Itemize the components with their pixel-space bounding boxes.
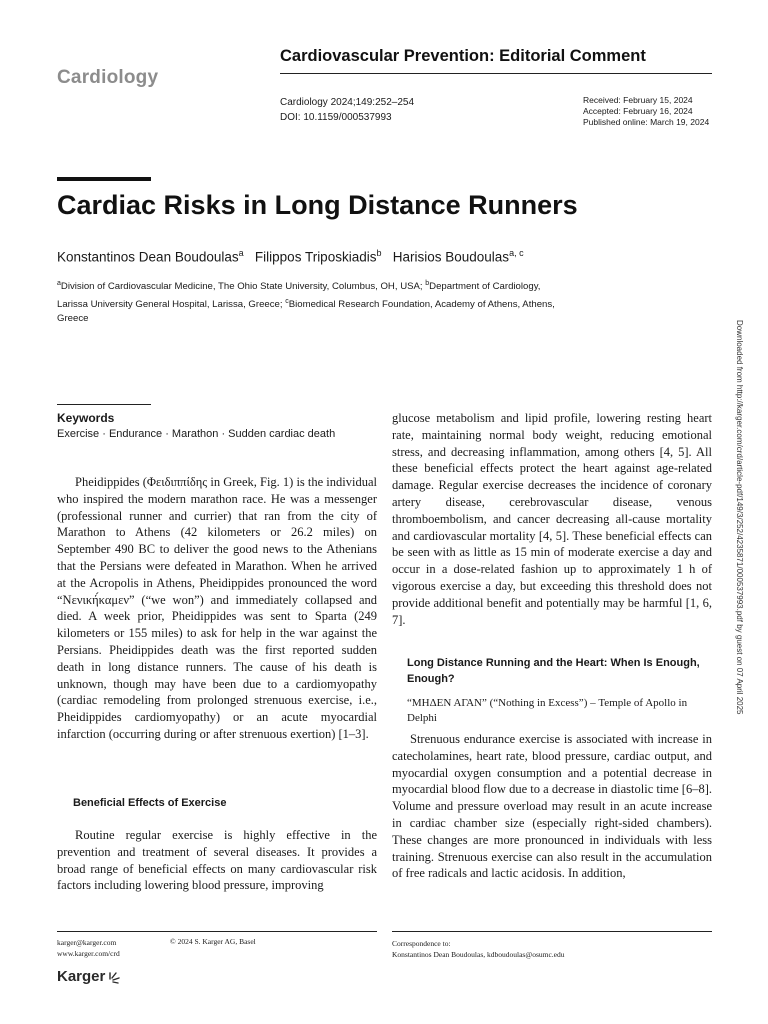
correspondence-label: Correspondence to: [392,939,451,948]
keywords-rule [57,404,151,405]
section-heading: Long Distance Running and the Heart: When Is Enough, Enough? [407,657,700,685]
article-title: Cardiac Risks in Long Distance Runners [57,190,578,220]
affiliation-text: Division of Cardiovascular Medicine, The Ohio State University, Columbus, OH, USA; [60,281,426,293]
author-name[interactable]: Harisios Boudoulas [392,249,510,265]
section-label: Cardiovascular Prevention: Editorial Comment [280,47,646,65]
publisher-website[interactable]: www.karger.com/crd [57,949,120,958]
footer-rule [57,931,377,932]
keywords-list: Exercise · Endurance · Marathon · Sudden cardiac death [57,428,336,440]
affiliation-text: Biomedical Research Foundation, Academy of Athens, Athens, Greece [57,298,555,325]
received-date: Received: February 15, 2024 [583,95,693,105]
author-affiliation-mark: b [376,248,382,258]
header-rule [280,73,712,74]
affiliations [57,277,557,327]
keywords-heading: Keywords [57,411,115,425]
section-heading: Beneficial Effects of Exercise [73,797,227,809]
title-rule [57,177,151,181]
karger-logo [57,968,121,985]
published-date: Published online: March 19, 2024 [583,117,710,127]
body-paragraph [392,410,712,628]
citation-line: Cardiology 2024;149:252–254 [280,97,414,108]
correspondence-text[interactable]: Konstantinos Dean Boudoulas, kdboudoulas@osumc.edu [392,949,565,959]
intro-paragraph: Pheidippides (Φειδιππίδης in Greek, Fig. 1) is the individual who inspired the modern marathon race. He was a messenger (professional runner and currier) that ran from the city of Marathon to Athens (42 kilometers or 26.2 miles) on September 490 BC to deliver the good news to the Athenians that the Persians were defeated in Marathon. When he arrived at the Acropolis in Athens, Pheidippides pronounced the word “Νενική́καμεν” (“we won”) and immediately collapsed and died. A week prior, Pheidippides was sent to Sparta (249 kilometers or 155 miles) to ask for help in the war against the Persians. Pheidippides death was the first reported sudden death in long distance runners. The cause of his death is unknown, though may have been due to a cardiomyopathy (cardiac remodeling from prolonged strenuous exercise, i.e., Pheidippides cardiomyopathy) or an acute myocardial infarction (occurring during or after strenuous exertion) [1–3]. [57,475,378,741]
publisher-email[interactable]: karger@karger.com [57,938,117,947]
correspondence [392,939,565,960]
section1-paragraph: Routine regular exercise is highly effective in the prevention and treatment of several diseases. It provides a broad range of beneficial effects on many cardiovascular risk factors including lowering blood pressure, improving [57,828,377,893]
epigraph-quote: “ΜΗΔΕΝ ΑΓΑΝ” (“Nothing in Excess”) – Temple of Apollo in Delphi [407,697,688,724]
doi-line[interactable]: DOI: 10.1159/000537993 [280,112,392,123]
accepted-date: Accepted: February 16, 2024 [583,106,693,116]
dates-block [583,95,709,128]
body-paragraph [57,474,377,743]
author-name[interactable]: Konstantinos Dean Boudoulas [57,249,239,265]
karger-burst-icon [107,970,121,984]
author-affiliation-mark: a [238,248,244,258]
affiliation-mark: b [425,280,430,287]
body-paragraph [392,731,712,882]
footer-rule [392,931,712,932]
body-paragraph [57,827,377,894]
section1-continued: glucose metabolism and lipid profile, lowering resting heart rate, maintaining normal body weight, reducing emotional stress, and decreasing inflammation, among others [4, 5]. All these beneficial effects protect the heart against age-related damage. Regular exercise decreases the incidence of coronary artery disease, cerebrovascular disease, venous thromboembolism, and cancer decreasing all-cause mortality and cardiovascular mortality [4, 5]. These beneficial effects can be seen with as little as 15 min of moderate exercise a day and occur in a dose-related fashion up to approximately 1 h of vigorous exercise a day, but exceeding this threshold does not provide additional benefit and potentially may be harmful [1, 6, 7]. [392,411,712,627]
download-note: Downloaded from http://karger.com/crd/article-pdf/149/3/252/4235871/000537993.pdf by guest on 07 April 2025 [735,320,744,715]
citation-block [280,95,414,125]
journal-brand: Cardiology [57,67,159,88]
section2-paragraph: Strenuous endurance exercise is associated with increase in catecholamines, heart rate, blood pressure, cardiac output, and myocardial oxygen consumption and a potential decrease in myocardial blood flow due to a decrease in diastolic time [6–8]. Volume and pressure overload may result in an acute increase in cardiac chamber size (especially right-sided chambers). These changes are more pronounced in individuals with less training. Strenuous exercise can also result in the accumulation of free radicals and lactic acidosis. In addition, [392,732,712,881]
affiliation-text: Department of Cardiology, Larissa University General Hospital, Larissa, Greece; [57,281,541,310]
author-list [57,248,524,265]
affiliation-mark: c [285,297,289,305]
affiliation-mark: a [57,280,61,287]
copyright: © 2024 S. Karger AG, Basel [170,937,256,946]
footer-contact [57,937,120,959]
author-affiliation-mark: a, c [509,248,524,258]
karger-wordmark: Karger [57,968,106,985]
author-name[interactable]: Filippos Triposkiadis [254,249,377,265]
